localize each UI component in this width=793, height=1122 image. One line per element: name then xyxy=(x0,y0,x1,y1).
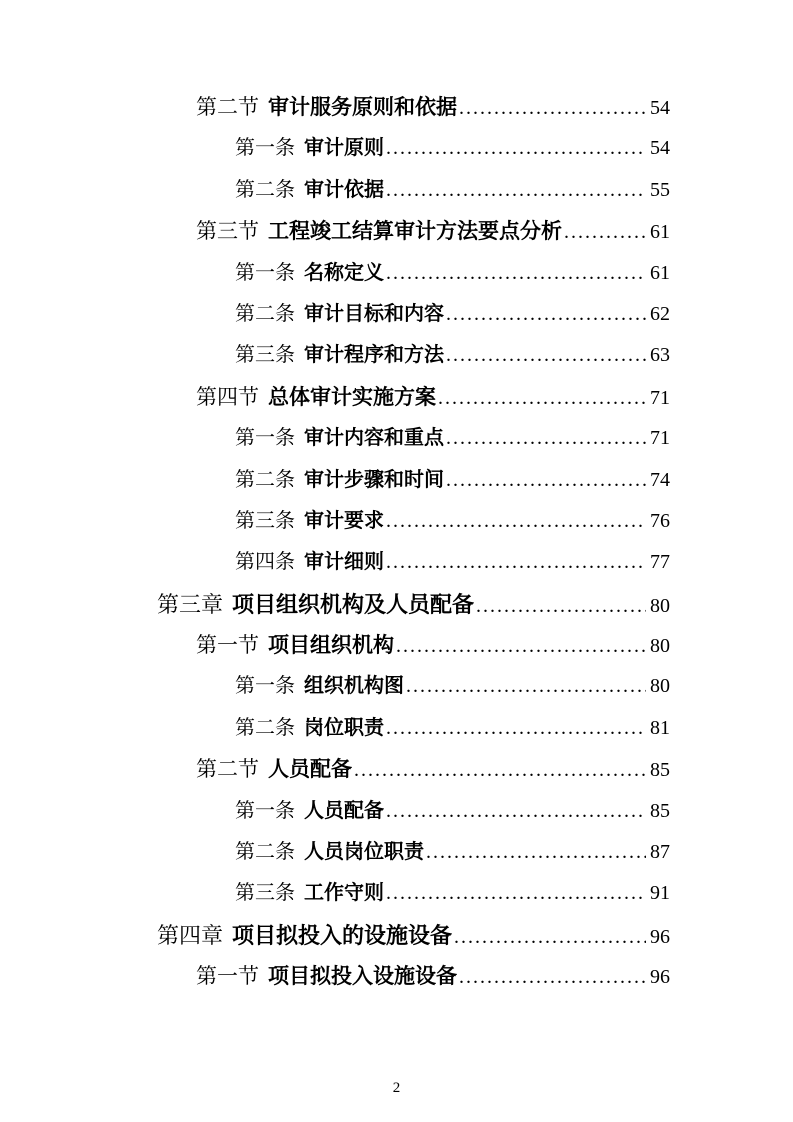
toc-entry-title: 人员配备 xyxy=(304,799,384,822)
toc-entry-page: 62 xyxy=(650,302,670,325)
toc-entry-page: 80 xyxy=(650,675,670,698)
toc-entry-page: 77 xyxy=(650,551,670,574)
toc-entry-page: 85 xyxy=(650,759,670,782)
footer-page-number: 2 xyxy=(392,1080,401,1096)
toc-entry-title: 审计原则 xyxy=(304,137,384,160)
toc-entry-title: 工作守则 xyxy=(304,882,384,905)
toc-entry-article[interactable] xyxy=(157,335,670,376)
toc-entry-title: 审计依据 xyxy=(304,178,384,201)
toc-entry-section[interactable] xyxy=(157,377,670,418)
table-of-contents xyxy=(157,87,670,998)
toc-leader-dots xyxy=(386,170,646,211)
toc-entry-title: 项目组织机构及人员配备 xyxy=(232,591,475,617)
toc-entry-article[interactable] xyxy=(157,501,670,542)
toc-entry-number: 第一条 xyxy=(235,137,295,160)
toc-leader-dots xyxy=(476,584,646,627)
toc-entry-title: 工程竣工结算审计方法要点分析 xyxy=(268,219,562,244)
toc-leader-dots xyxy=(426,832,646,873)
toc-entry-number: 第三条 xyxy=(235,509,295,532)
toc-entry-article[interactable] xyxy=(157,128,670,169)
toc-entry-number: 第二条 xyxy=(235,716,295,739)
toc-entry-article[interactable] xyxy=(157,708,670,749)
toc-entry-number: 第二条 xyxy=(235,468,295,491)
toc-entry-article[interactable] xyxy=(157,791,670,832)
toc-entry-section[interactable] xyxy=(157,956,670,997)
toc-entry-section[interactable] xyxy=(157,749,670,790)
toc-entry-page: 61 xyxy=(650,261,670,284)
toc-entry-page: 71 xyxy=(650,427,670,450)
toc-entry-article[interactable] xyxy=(157,170,670,211)
toc-entry-title: 人员配备 xyxy=(268,757,352,782)
toc-leader-dots xyxy=(454,915,646,958)
toc-entry-page: 80 xyxy=(650,635,670,658)
toc-entry-title: 审计内容和重点 xyxy=(304,427,444,450)
toc-entry-article[interactable] xyxy=(157,666,670,707)
toc-entry-page: 85 xyxy=(650,799,670,822)
toc-entry-title: 审计服务原则和依据 xyxy=(268,95,457,119)
toc-entry-title: 总体审计实施方案 xyxy=(268,384,436,409)
toc-entry-article[interactable] xyxy=(157,460,670,501)
toc-entry-article[interactable] xyxy=(157,832,670,873)
toc-leader-dots xyxy=(564,211,646,253)
toc-entry-number: 第三条 xyxy=(235,344,295,367)
toc-leader-dots xyxy=(446,335,646,376)
toc-entry-title: 项目拟投入设施设备 xyxy=(268,964,457,989)
toc-leader-dots xyxy=(386,253,646,294)
toc-entry-chapter[interactable] xyxy=(157,584,670,625)
toc-leader-dots xyxy=(386,873,646,914)
toc-leader-dots xyxy=(406,666,646,707)
toc-leader-dots xyxy=(438,377,646,419)
toc-entry-article[interactable] xyxy=(157,418,670,459)
toc-entry-number: 第二条 xyxy=(235,178,295,201)
toc-entry-page: 80 xyxy=(650,594,670,617)
toc-entry-number: 第三节 xyxy=(196,219,259,244)
toc-leader-dots xyxy=(446,418,646,459)
toc-entry-number: 第一节 xyxy=(196,633,259,658)
toc-entry-section[interactable] xyxy=(157,87,670,128)
toc-entry-title: 岗位职责 xyxy=(304,716,384,739)
toc-entry-page: 71 xyxy=(650,386,670,409)
toc-leader-dots xyxy=(459,87,646,129)
toc-entry-title: 项目组织机构 xyxy=(268,633,394,658)
toc-entry-article[interactable] xyxy=(157,873,670,914)
toc-entry-title: 审计目标和内容 xyxy=(304,302,444,325)
toc-entry-number: 第二节 xyxy=(196,95,259,119)
toc-entry-number: 第二节 xyxy=(196,757,259,782)
toc-entry-number: 第四条 xyxy=(235,551,295,574)
toc-entry-number: 第一条 xyxy=(235,799,295,822)
toc-entry-page: 91 xyxy=(650,882,670,905)
toc-entry-article[interactable] xyxy=(157,294,670,335)
toc-entry-number: 第一条 xyxy=(235,261,295,284)
toc-entry-title: 审计细则 xyxy=(304,551,384,574)
toc-entry-title: 审计步骤和时间 xyxy=(304,468,444,491)
toc-entry-number: 第一条 xyxy=(235,675,295,698)
toc-entry-number: 第四节 xyxy=(196,384,259,409)
toc-entry-title: 人员岗位职责 xyxy=(304,841,424,864)
toc-leader-dots xyxy=(459,956,646,998)
toc-entry-section[interactable] xyxy=(157,211,670,252)
toc-leader-dots xyxy=(446,294,646,335)
toc-entry-page: 76 xyxy=(650,509,670,532)
toc-entry-page: 87 xyxy=(650,841,670,864)
toc-entry-page: 54 xyxy=(650,97,670,119)
toc-entry-page: 96 xyxy=(650,966,670,989)
toc-leader-dots xyxy=(386,542,646,583)
toc-leader-dots xyxy=(386,501,646,542)
toc-entry-article[interactable] xyxy=(157,542,670,583)
toc-entry-page: 55 xyxy=(650,178,670,201)
toc-leader-dots xyxy=(396,625,646,667)
toc-entry-number: 第四章 xyxy=(157,922,224,948)
toc-entry-article[interactable] xyxy=(157,253,670,294)
toc-entry-number: 第二条 xyxy=(235,302,295,325)
toc-entry-title: 审计程序和方法 xyxy=(304,344,444,367)
toc-entry-page: 54 xyxy=(650,137,670,160)
toc-entry-number: 第二条 xyxy=(235,841,295,864)
toc-entry-chapter[interactable] xyxy=(157,915,670,956)
toc-entry-title: 名称定义 xyxy=(304,261,384,284)
toc-leader-dots xyxy=(386,708,646,749)
toc-leader-dots xyxy=(386,128,646,169)
toc-leader-dots xyxy=(354,749,646,791)
toc-entry-page: 63 xyxy=(650,344,670,367)
toc-entry-title: 审计要求 xyxy=(304,509,384,532)
toc-entry-page: 61 xyxy=(650,221,670,244)
toc-entry-page: 74 xyxy=(650,468,670,491)
toc-entry-section[interactable] xyxy=(157,625,670,666)
toc-entry-number: 第三条 xyxy=(235,882,295,905)
toc-leader-dots xyxy=(386,791,646,832)
toc-entry-title: 组织机构图 xyxy=(304,675,404,698)
toc-entry-page: 96 xyxy=(650,925,670,948)
toc-entry-number: 第一节 xyxy=(196,964,259,989)
toc-leader-dots xyxy=(446,460,646,501)
toc-entry-number: 第一条 xyxy=(235,427,295,450)
toc-entry-page: 81 xyxy=(650,716,670,739)
toc-entry-number: 第三章 xyxy=(157,591,224,617)
toc-entry-title: 项目拟投入的设施设备 xyxy=(232,922,453,948)
